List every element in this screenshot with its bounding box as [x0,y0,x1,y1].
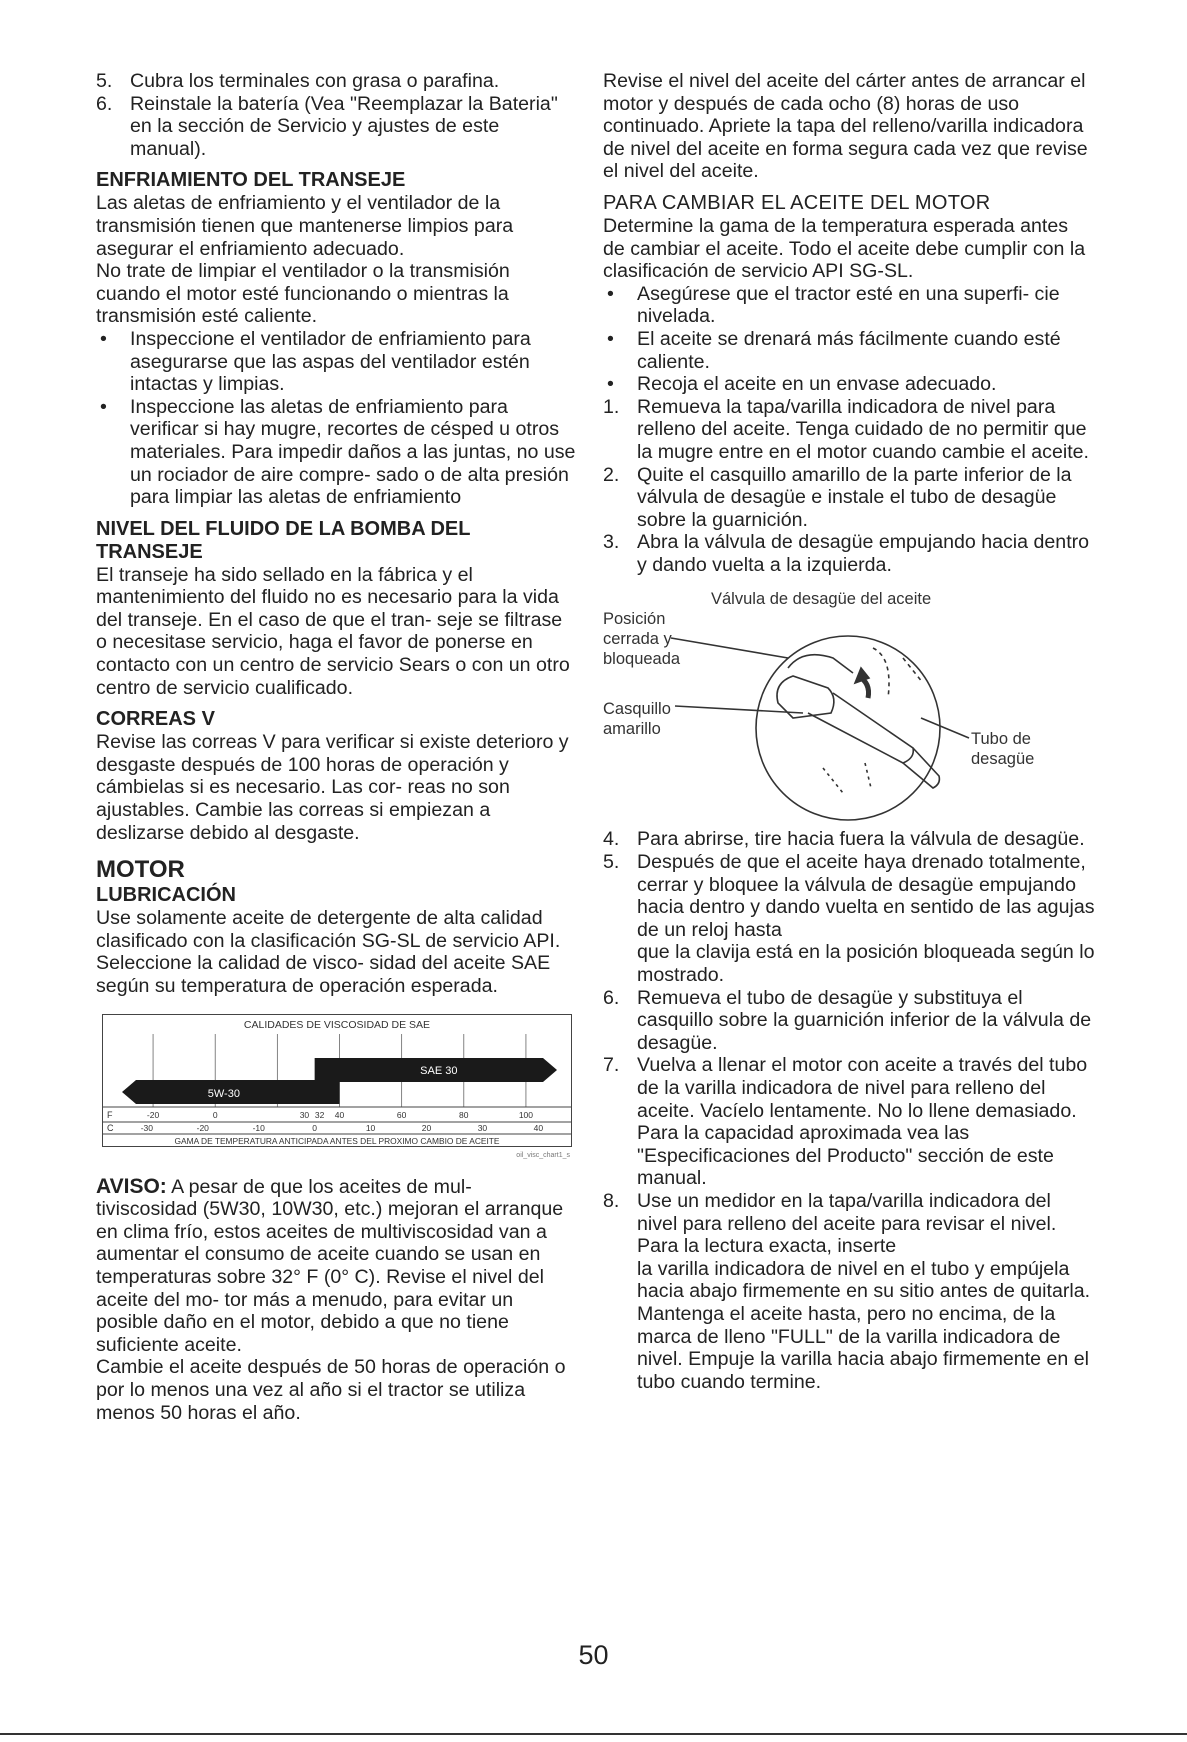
viscosity-chart [102,1014,572,1164]
steps-list-b [603,828,1095,1393]
paragraph: Use solamente aceite de detergente de alta calidad clasificado con la clasificación SG-SL de servicio API. Seleccione la calidad de visco- sidad del aceite SAE según su temperatura de operación esperada. [96,907,561,997]
c-tick-label: -30 [140,1122,154,1133]
paragraph: Determine la gama de la temperatura esperada antes de cambiar el aceite. Todo el aceite debe cumplir con la clasificación de servicio API SG-SL. [603,214,1086,283]
figure-label: amarillo [603,720,661,739]
series-label-sae30: SAE 30 [420,1064,458,1077]
figure-label: cerrada y [603,630,672,649]
battery-steps [96,70,576,160]
valve-body-outline [788,655,853,673]
c-tick-label: 10 [365,1122,376,1133]
c-tick-label: -20 [196,1122,209,1133]
list-item: 6. Remueva el tubo de desagüe y substituya el casquillo sobre la guarnición inferior de la válvula de desagüe. [603,986,1092,1054]
f-tick-label: -20 [146,1109,160,1120]
list-item: 8. Use un medidor en la tapa/varilla indicadora del nivel para relleno del aceite para revisar el nivel. Para la lectura exacta, inserte la varilla indicadora de nivel en el tubo y empújela hacia abajo firmemente en su sitio antes de quitarla. Mantenga el aceite hasta, pero no encima, de la marca de lleno "FULL" de la varilla indicadora de nivel. Empuje la varilla hacia abajo firmemente en el tubo cuando termine. [603,1189,1091,1393]
viscosity-chart-svg [102,1014,572,1164]
paragraph: El transeje ha sido sellado en la fábrica y el mantenimiento del fluido no es necesario para la vida del transeje. En el caso de que el tran- seje se filtrase o necesitase servicio, haga el favor de ponerse en contacto con un centro de servicio Sears o con un otro centro de servicio cualificado. [96,563,570,699]
paragraph: Las aletas de enfriamiento y el ventilador de la transmisión tienen que mantenerse limpios para asegurar el enfriamiento adecuado. [96,192,514,260]
c-tick-label: 30 [477,1122,488,1133]
right-column [603,70,1095,1393]
hidden-edge [865,763,871,788]
paragraph: Cambie el aceite después de 50 horas de operación o por lo menos una vez al año si el tractor se utiliza menos 50 horas el año. [96,1356,566,1424]
drain-valve-figure [603,588,1095,828]
leader-line [921,718,969,738]
figure-label: bloqueada [603,650,681,669]
c-tick-label: 0 [312,1122,318,1133]
leader-line [671,638,788,658]
f-tick-label: 40 [334,1109,345,1120]
list-item: • Inspeccione las aletas de enfriamiento para verificar si hay mugre, recortes de césped u otros materiales. Para impedir daños a las juntas, no use un rociador de aire compre- sado o de alta presión para limpiar las aletas de enfriamiento [100,395,576,509]
valve-stem [808,693,913,763]
drain-tube [903,748,939,788]
section-heading-cambiar-aceite: PARA CAMBIAR EL ACEITE DEL MOTOR [603,191,991,214]
figure-label: Casquillo [603,700,671,719]
drain-valve-illustration [603,588,1095,828]
c-tick-label: 20 [421,1122,432,1133]
f-tick-label: 30 [299,1109,310,1120]
list-item: • Inspeccione el ventilador de enfriamiento para asegurarse que las aspas del ventilador estén intactas y limpias. [100,327,531,396]
list-item: 4. Para abrirse, tire hacia fuera la válvula de desagüe. [603,828,1085,851]
bullet-list [603,283,1095,396]
list-item: • El aceite se drenará más fácilmente cuando esté caliente. [607,327,1061,373]
section-heading-enfriamiento: ENFRIAMIENTO DEL TRANSEJE [96,169,406,192]
series-label-5w30: 5W-30 [207,1087,240,1100]
figure-label: Tubo de [971,730,1031,749]
list-item: 5. Después de que el aceite haya drenado totalmente, cerrar y bloquee la válvula de desagüe empujando hacia dentro y dando vuelta en sentido de las agujas de un reloj hasta que la clavija está en la posición bloqueada según lo mostrado. [603,851,1095,987]
f-tick-label: 60 [396,1109,407,1120]
aviso-paragraph: AVISO: A pesar de que los aceites de mul- tiviscosidad (5W30, 10W30, etc.) mejoran el arranque en clima frío, estos aceites de multiviscosidad van a aumentar el consumo de aceite cuando se usan en temperaturas sobre 32° F (0° C). Revise el nivel del aceite del mo- tor más a menudo, para evitar un posible daño en el motor, debido a que no tiene suficiente aceite. [96,1174,564,1356]
list-item: 7. Vuelva a llenar el motor con aceite a través del tubo de la varilla indicadora de nivel para relleno del aceite. Vacíelo lentamente. No lo llene demasiado. Para la capacidad aproximada vea las "Especificaciones del Producto" sección de este manual. [603,1054,1088,1190]
paragraph: Revise las correas V para verificar si existe deterioro y desgaste después de 100 horas de operación y cámbielas si es necesario. Las cor- reas no son ajustables. Cambie las correas si empiezan a deslizarse debido al desgaste. [96,731,569,844]
hidden-edge [873,648,889,698]
section-heading-motor: MOTOR [96,856,185,884]
bullet-list [96,328,576,509]
subheading-lubricacion: LUBRICACIÓN [96,884,236,907]
f-tick-label: 32 [314,1109,325,1120]
f-axis-label: F [107,1109,113,1120]
c-tick-label: 40 [533,1122,544,1133]
figure-label: Posición [603,610,666,629]
chart-title: CALIDADES DE VISCOSIDAD DE SAE [243,1018,431,1031]
steps-list-a [603,396,1095,577]
list-item: 6. Reinstale la batería (Vea "Reemplazar la Bateria" en la sección de Servicio y ajustes de este manual). [96,92,558,160]
paragraph: No trate de limpiar el ventilador o la transmisión cuando el motor esté funcionando o mientras la transmisión esté caliente. [96,260,510,328]
list-item: 3. Abra la válvula de desagüe empujando hacia dentro y dando vuelta a la izquierda. [603,531,1090,576]
section-heading-nivel: NIVEL DEL FLUIDO DE LA BOMBA DEL TRANSEJE [96,517,471,563]
list-item: 5. Cubra los terminales con grasa o parafina. [96,70,500,92]
chart-file-tag: oil_visc_chart1_s [516,1151,570,1159]
aviso-label: AVISO: [96,1174,167,1198]
hidden-edge [823,768,843,793]
figure-label: desagüe [971,750,1035,769]
bottom-rule [0,1733,1187,1735]
c-axis-label: C [107,1122,114,1133]
list-item: 1. Remueva la tapa/varilla indicadora de nivel para relleno del aceite. Tenga cuidado de no permitir que la mugre entre en el motor cuando cambie el aceite. [603,395,1089,463]
f-tick-label: 80 [459,1109,469,1120]
list-item: • Recoja el aceite en un envase adecuado. [607,373,997,396]
chart-caption: GAMA DE TEMPERATURA ANTICIPADA ANTES DEL PROXIMO CAMBIO DE ACEITE [174,1135,500,1146]
section-heading-correas: CORREAS V [96,708,215,731]
c-tick-label: -10 [252,1122,265,1133]
figure-title: Válvula de desagüe del aceite [711,590,932,609]
f-tick-label: 100 [518,1109,534,1120]
left-column [96,70,576,1424]
list-item: 2. Quite el casquillo amarillo de la parte inferior de la válvula de desagüe e instale el tubo de desagüe sobre la guarnición. [603,463,1072,531]
detail-circle [756,636,940,820]
paragraph: Revise el nivel del aceite del cárter antes de arrancar el motor y después de cada ocho (8) horas de uso continuado. Apriete la tapa del relleno/varilla indicadora de nivel del aceite en forma segura cada vez que revise el nivel del aceite. [603,70,1088,183]
list-item: • Asegúrese que el tractor esté en una superfi- cie nivelada. [607,282,1060,328]
f-tick-label: 0 [212,1109,218,1120]
page-number: 50 [578,1640,609,1670]
